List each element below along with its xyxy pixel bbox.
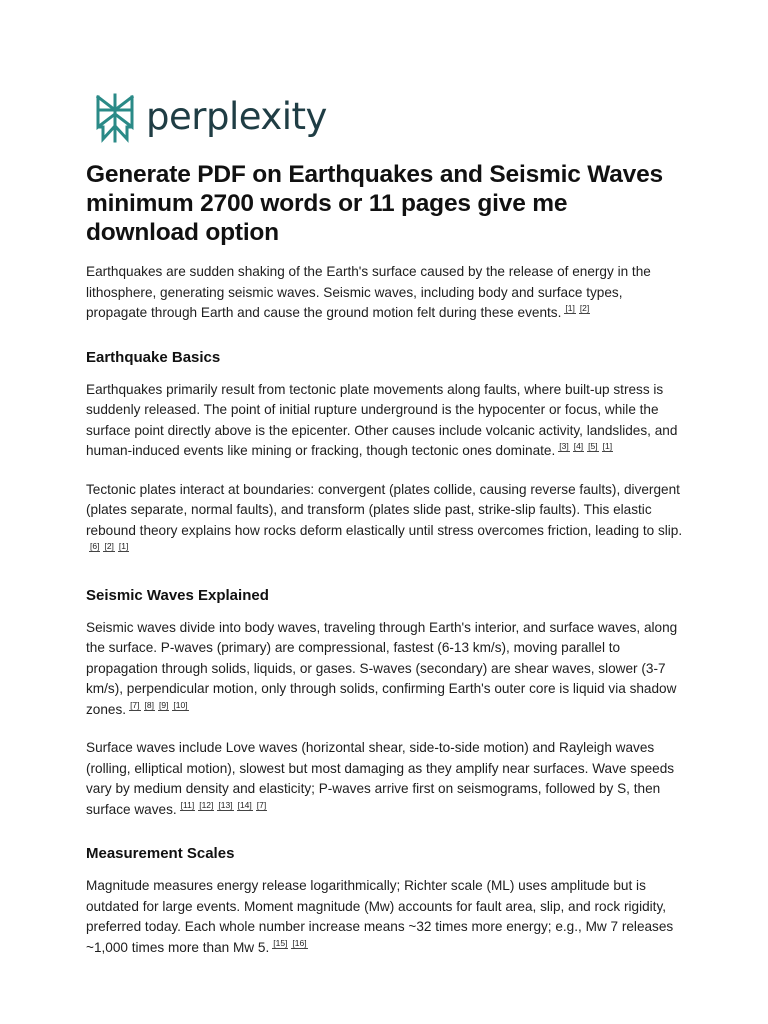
paragraph-text: Surface waves include Love waves (horizontal shear, side-to-side motion) and Rayleigh waves (rolling, elliptical motion), slowest but most damaging as they amplify near surfaces. Wave speeds vary by medium density and elasticity; P-waves arrive first on seismograms, followed by S, then surface waves. bbox=[86, 740, 675, 817]
section-paragraph bbox=[86, 738, 686, 820]
paragraph-text: Seismic waves divide into body waves, traveling through Earth's interior, and surface waves, along the surface. P-waves (primary) are compressional, fastest (6-13 km/s), moving parallel to propagation through solids, liquids, or gases. S-waves (secondary) are shear waves, slower (3-7 km/s), perpendicular motion, only through solids, confirming Earth's outer core is liquid via shadow zones. bbox=[86, 619, 678, 717]
citation-link[interactable]: [8] bbox=[144, 699, 154, 710]
citation-link[interactable]: [9] bbox=[158, 699, 169, 710]
paragraph-text: Magnitude measures energy release logarithmically; Richter scale (ML) uses amplitude but is outdated for large events. Moment magnitude (Mw) accounts for fault area, slip, and rock rigidity, preferred today. Each whole number increase means ~32 times more energy; e.g., Mw 7 releases ~1,000 times more than Mw 5. bbox=[86, 878, 674, 955]
citation-group bbox=[86, 543, 129, 558]
citation-group bbox=[555, 443, 613, 458]
citation-group bbox=[269, 937, 307, 955]
citation-link[interactable]: [11] bbox=[180, 799, 195, 810]
citation-group bbox=[126, 699, 189, 717]
section-paragraph bbox=[86, 876, 686, 958]
paragraph-text: Tectonic plates interact at boundaries: convergent (plates collide, causing reverse faults), divergent (plates separate, normal faults), and transform (plates slide past, strike-slip faults). This elastic rebound theory explains how rocks deform elastically until stress overcomes friction, leading to slip. bbox=[86, 481, 683, 538]
section-paragraph bbox=[86, 480, 686, 562]
page-title: Generate PDF on Earthquakes and Seismic Waves minimum 2700 words or 11 pages give me download option bbox=[86, 161, 663, 246]
citation-link[interactable]: [7] bbox=[256, 799, 267, 810]
perplexity-logo-icon bbox=[94, 93, 136, 143]
brand-name: perplexity bbox=[146, 94, 327, 138]
citation-group bbox=[177, 799, 268, 817]
intro-paragraph bbox=[86, 262, 686, 324]
section-heading: Seismic Waves Explained bbox=[86, 586, 269, 604]
citation-link[interactable]: [5] bbox=[588, 441, 598, 451]
citation-link[interactable]: [10] bbox=[173, 699, 188, 710]
citation-link[interactable]: [1] bbox=[118, 541, 129, 551]
citation-link[interactable]: [12] bbox=[199, 799, 214, 810]
citation-link[interactable]: [2] bbox=[579, 303, 590, 313]
section-heading: Earthquake Basics bbox=[86, 348, 221, 366]
paragraph-text: Earthquakes primarily result from tectonic plate movements along faults, where built-up stress is suddenly released. The point of initial rupture underground is the hypocenter or focus, while the surface point directly above is the epicenter. Other causes include volcanic activity, landslides, and human-induced events like mining or fracking, though tectonic ones dominate. bbox=[86, 381, 678, 458]
section-heading: Measurement Scales bbox=[86, 845, 235, 862]
citation-link[interactable]: [1] bbox=[565, 303, 575, 313]
citation-link[interactable]: [15] bbox=[273, 937, 288, 948]
citation-link[interactable]: [14] bbox=[237, 799, 252, 810]
citation-link[interactable]: [1] bbox=[602, 441, 613, 451]
citation-link[interactable]: [7] bbox=[130, 699, 140, 710]
citation-link[interactable]: [3] bbox=[559, 441, 569, 451]
citation-link[interactable]: [2] bbox=[104, 541, 114, 551]
citation-link[interactable]: [6] bbox=[90, 541, 100, 551]
citation-link[interactable]: [16] bbox=[292, 937, 307, 948]
citation-link[interactable]: [13] bbox=[218, 799, 233, 810]
document-body bbox=[86, 262, 686, 976]
section-paragraph bbox=[86, 380, 686, 462]
paragraph-text: Earthquakes are sudden shaking of the Earth's surface caused by the release of energy in the lithosphere, generating seismic waves. Seismic waves, including body and surface types, propagate through Earth and cause the ground motion felt during these events. bbox=[86, 264, 651, 320]
section-paragraph bbox=[86, 618, 686, 721]
citation-group bbox=[561, 305, 590, 320]
brand-logo bbox=[94, 93, 327, 143]
citation-link[interactable]: [4] bbox=[573, 441, 584, 451]
